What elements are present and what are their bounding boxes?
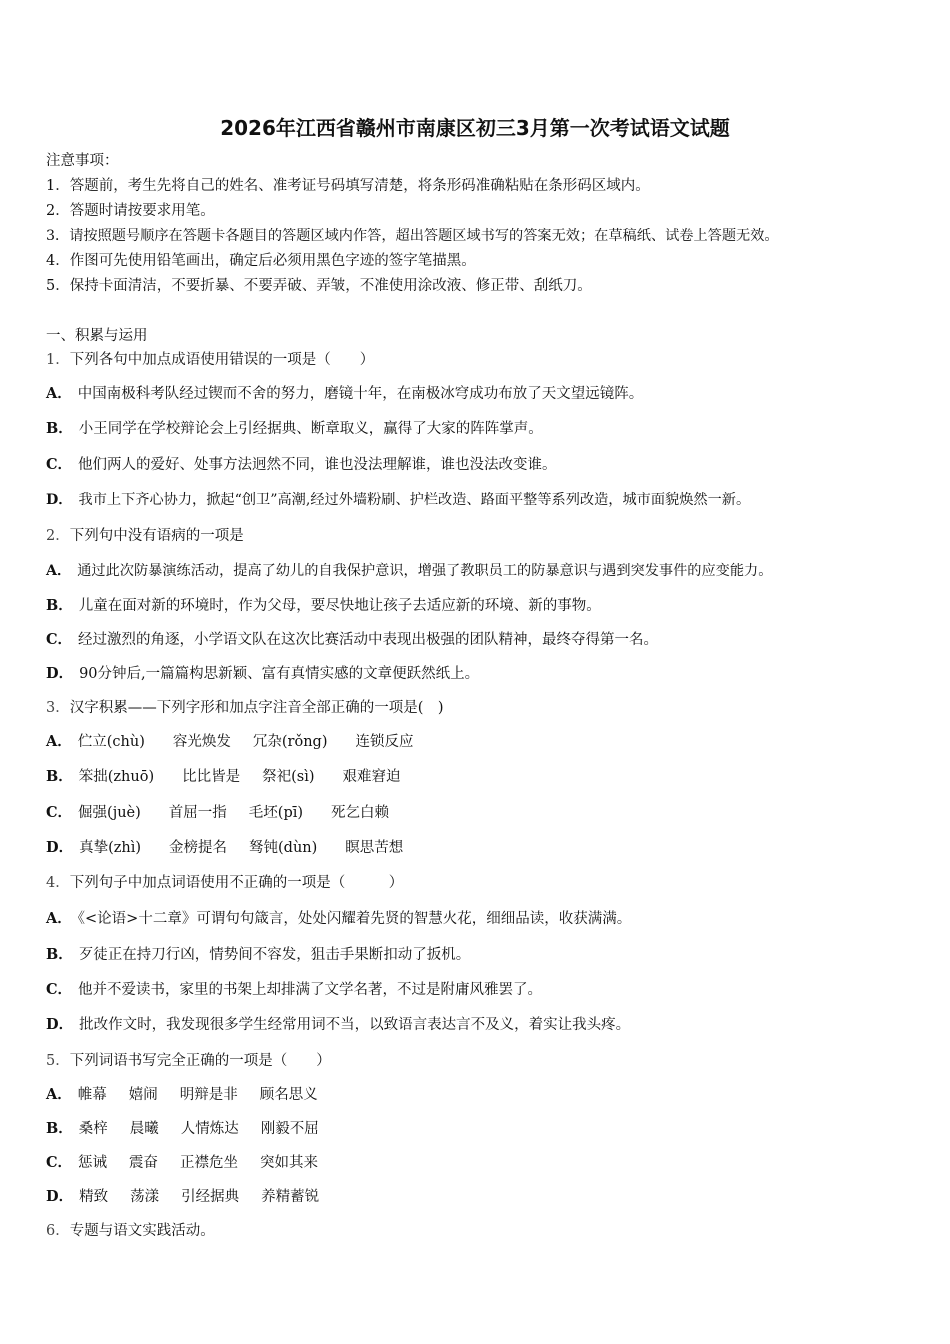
question-text: 汉字积累——下列字形和加点字注音全部正确的一项是( ) (69, 700, 444, 716)
option-b (46, 596, 601, 616)
option-d (46, 1187, 341, 1207)
question-stem (46, 873, 403, 893)
option-item: 死乞白赖 (331, 805, 390, 821)
question-number: 4． (46, 875, 70, 891)
option-text: 经过激烈的角逐，小学语文队在这次比赛活动中表现出极强的团队精神，最终夺得第一名。 (78, 632, 659, 648)
option-item: 突如其来 (260, 1155, 319, 1171)
option-item: 震奋 (129, 1155, 159, 1171)
option-item: 金榜提名 (169, 840, 228, 856)
option-letter: C． (46, 631, 73, 648)
question-number: 1． (46, 352, 70, 368)
question-stem (46, 350, 374, 370)
option-item: 晨曦 (129, 1121, 159, 1137)
option-text: 通过此次防暴演练活动，提高了幼儿的自我保护意识，增强了教职员工的防暴意识与遇到突发事件的应变能力。 (77, 563, 773, 579)
option-text: 《<论语>十二章》可谓句句箴言，处处闪耀着先贤的智慧火花，细细品读，收获满满。 (77, 911, 632, 927)
option-a (46, 384, 643, 404)
option-letter: D． (46, 1188, 74, 1205)
option-item: 祭祀(sì) (262, 769, 315, 785)
option-item: 正襟危坐 (180, 1155, 239, 1171)
option-letter: A． (46, 1086, 72, 1103)
option-letter: A． (46, 910, 72, 927)
option-letter: B． (46, 946, 73, 963)
option-item: 惩诫 (78, 1155, 108, 1171)
question-number: 6． (46, 1223, 70, 1239)
option-item: 容光焕发 (172, 734, 231, 750)
option-d (46, 838, 425, 858)
question-text: 下列句中没有语病的一项是 (69, 528, 244, 544)
page-title: 2026年江西省赣州市南康区初三3月第一次考试语文试题 (220, 116, 730, 140)
option-item: 驽钝(dùn) (249, 840, 318, 856)
option-letter: B． (46, 597, 73, 614)
question-stem (46, 526, 244, 546)
option-letter: B． (46, 768, 73, 785)
option-c (46, 980, 542, 1000)
option-item: 连锁反应 (355, 734, 414, 750)
option-text: 歹徒正在持刀行凶，情势间不容发，狙击手果断扣动了扳机。 (78, 947, 471, 963)
question-number: 3． (46, 700, 70, 716)
option-text: 他并不爱读书，家里的书架上却排满了文学名著，不过是附庸风雅罢了。 (78, 982, 543, 998)
option-b (46, 767, 423, 787)
option-d (46, 490, 750, 510)
option-letter: C． (46, 456, 73, 473)
option-item: 桑梓 (78, 1121, 108, 1137)
option-item: 瞑思苦想 (345, 840, 404, 856)
option-item: 真挚(zhì) (79, 840, 142, 856)
option-d (46, 664, 479, 684)
option-letter: D． (46, 492, 73, 508)
option-a (46, 561, 772, 581)
section-heading: 一、积累与运用 (46, 328, 148, 344)
option-item: 笨拙(zhuō) (78, 769, 155, 785)
notice-item: 1．答题前，考生先将自己的姓名、准考证号码填写清楚，将条形码准确粘贴在条形码区域内。 (46, 178, 650, 194)
option-a (46, 732, 436, 752)
option-letter: D． (46, 839, 74, 856)
option-item: 倔强(juè) (78, 805, 141, 821)
option-text: 他们两人的爱好、处事方法迥然不同，谁也没法理解谁，谁也没法改变谁。 (78, 457, 557, 473)
option-letter: B． (46, 420, 73, 437)
option-c (46, 1153, 340, 1173)
notice-item: 3．请按照题号顺序在答题卡各题目的答题区域内作答，超出答题区域书写的答案无效；在草稿纸、试卷上答题无效。 (46, 228, 779, 244)
option-text: 中国南极科考队经过锲而不舍的努力，磨镜十年，在南极冰穹成功布放了天文望远镜阵。 (77, 386, 644, 402)
option-letter: C． (46, 1154, 73, 1171)
option-item: 荡漾 (130, 1189, 160, 1205)
option-letter: A． (46, 385, 72, 402)
option-item: 艰难窘迫 (342, 769, 401, 785)
option-b (46, 419, 543, 439)
option-item: 帷幕 (77, 1087, 107, 1103)
option-item: 精致 (79, 1189, 109, 1205)
option-item: 刚毅不屈 (260, 1121, 319, 1137)
option-c (46, 630, 658, 650)
option-letter: A． (46, 563, 72, 579)
question-stem (46, 1051, 331, 1071)
option-letter: C． (46, 804, 73, 821)
option-b (46, 1119, 341, 1139)
option-c (46, 455, 557, 475)
option-item: 伫立(chù) (77, 734, 145, 750)
option-item: 比比皆是 (182, 769, 241, 785)
notice-item: 4．作图可先使用铅笔画出，确定后必须用黑色字迹的签字笔描黑。 (46, 253, 476, 269)
option-item: 嬉闹 (128, 1087, 158, 1103)
question-number: 2． (46, 528, 70, 544)
option-c (46, 803, 411, 823)
option-item: 明辩是非 (179, 1087, 238, 1103)
option-letter: D． (46, 1016, 74, 1033)
notice-item: 2．答题时请按要求用笔。 (46, 203, 215, 219)
option-text: 儿童在面对新的环境时，作为父母，要尽快地让孩子去适应新的环境、新的事物。 (78, 598, 601, 614)
question-text: 下列词语书写完全正确的一项是（ ） (69, 1053, 331, 1069)
question-number: 5． (46, 1053, 70, 1069)
question-stem (46, 1221, 215, 1241)
option-a (46, 1085, 340, 1105)
option-item: 人情炼达 (180, 1121, 239, 1137)
option-item: 引经据典 (181, 1189, 240, 1205)
option-text: 批改作文时，我发现很多学生经常用词不当，以致语言表达言不及义，着实让我头疼。 (79, 1017, 631, 1033)
question-text: 下列各句中加点成语使用错误的一项是（ ） (69, 352, 375, 368)
notice-item: 5．保持卡面清洁，不要折暴、不要弄破、弄皱，不准使用涂改液、修正带、刮纸刀。 (46, 278, 592, 294)
question-stem (46, 698, 444, 718)
option-letter: B． (46, 1120, 73, 1137)
question-text: 下列句子中加点词语使用不正确的一项是（ ） (69, 875, 404, 891)
option-d (46, 1015, 630, 1035)
option-a (46, 909, 631, 929)
option-b (46, 945, 470, 965)
option-item: 首屈一指 (168, 805, 227, 821)
option-item: 毛坯(pī) (248, 805, 304, 821)
option-item: 养精蓄锐 (261, 1189, 320, 1205)
option-letter: A． (46, 733, 72, 750)
option-letter: C． (46, 981, 73, 998)
option-letter: D． (46, 665, 74, 682)
option-text: 90分钟后,一篇篇构思新颖、富有真情实感的文章便跃然纸上。 (79, 666, 480, 682)
option-text: 小王同学在学校辩论会上引经据典、断章取义，赢得了大家的阵阵掌声。 (78, 421, 543, 437)
notice-heading: 注意事项： (46, 153, 119, 169)
option-item: 顾名思义 (259, 1087, 318, 1103)
option-item: 冗杂(rǒng) (252, 734, 328, 750)
question-text: 专题与语文实践活动。 (69, 1223, 215, 1239)
option-text: 我市上下齐心协力，掀起“创卫”高潮,经过外墙粉刷、护栏改造、路面平整等系列改造，城市面貌焕然一新。 (78, 492, 751, 508)
